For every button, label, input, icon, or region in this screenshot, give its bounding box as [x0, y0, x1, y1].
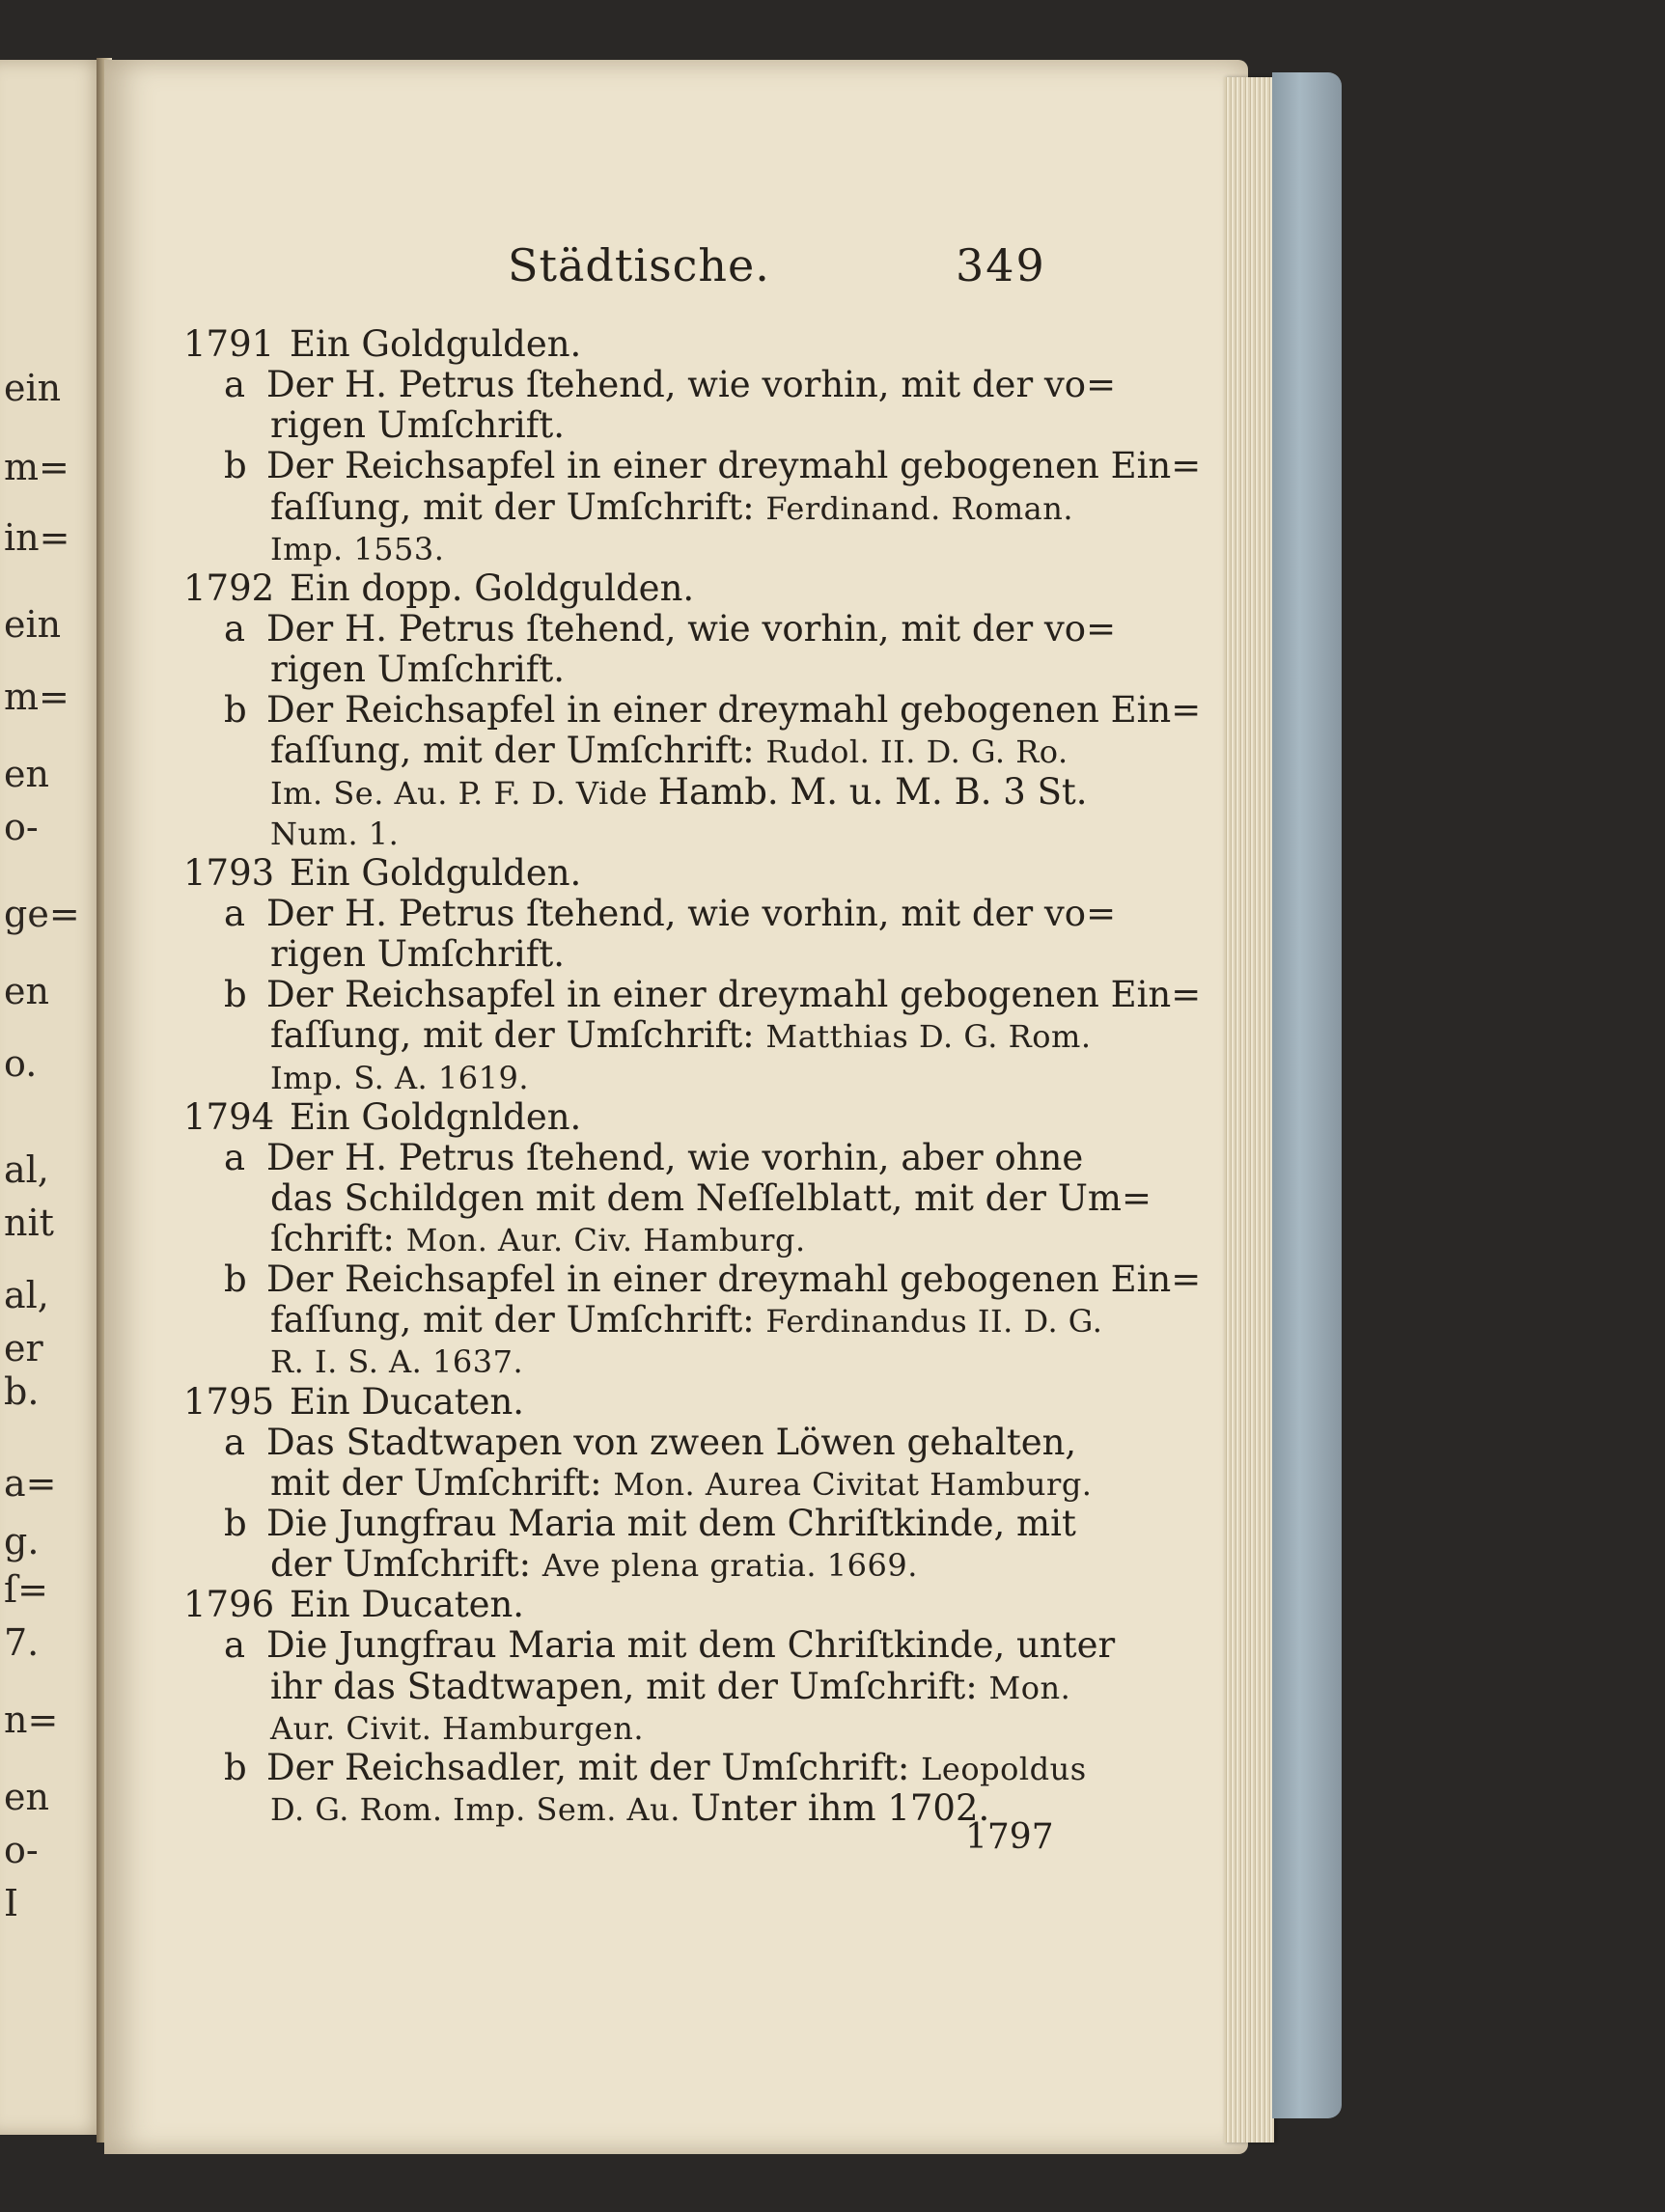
item-text: rigen Umſchrift. — [270, 649, 566, 690]
item-label: a — [224, 1624, 246, 1666]
left-page-text-fragment: en — [4, 970, 49, 1012]
left-page-text-fragment: o- — [4, 1829, 39, 1871]
latin-inscription: Rudol. II. D. G. Ro. — [765, 733, 1068, 770]
left-page-text-fragment: en — [4, 753, 49, 795]
item-label: b — [224, 1503, 247, 1544]
item-line — [270, 815, 399, 850]
left-page-text-fragment: n= — [4, 1699, 59, 1741]
item-line — [270, 1709, 644, 1745]
left-page-text-fragment: ein — [4, 603, 62, 646]
item-line — [270, 771, 1088, 813]
item-label: b — [224, 974, 247, 1015]
item-line — [224, 364, 1117, 405]
left-page-text-fragment: g. — [4, 1520, 40, 1562]
entry-heading — [183, 1096, 582, 1138]
left-page-text-fragment: a= — [4, 1462, 57, 1505]
latin-inscription: Ferdinandus II. D. G. — [765, 1303, 1103, 1340]
item-text: Das Stadtwapen von zween Löwen gehalten, — [266, 1422, 1077, 1463]
item-line — [270, 486, 1074, 528]
left-page-text-fragment: ein — [4, 367, 62, 409]
item-line — [224, 445, 1202, 486]
latin-inscription: Im. Se. Au. P. F. D. Vide — [270, 775, 658, 812]
left-page-text-fragment: in= — [4, 516, 70, 559]
item-text: Der H. Petrus ſtehend, wie vorhin, mit der vo= — [266, 893, 1117, 934]
latin-inscription: Mon. Aurea Civitat Hamburg. — [613, 1466, 1093, 1503]
latin-inscription: Ferdinand. Roman. — [765, 490, 1074, 527]
page-number: 349 — [956, 239, 1046, 291]
entry-heading — [183, 323, 582, 365]
entry-number: 1794 — [183, 1096, 275, 1138]
item-label: b — [224, 1258, 247, 1300]
item-label: a — [224, 364, 246, 405]
entry-heading — [183, 567, 695, 609]
item-text: Der Reichsapfel in einer dreymahl gebogenen Ein= — [266, 445, 1202, 486]
item-text: Unter ihm 1702. — [690, 1787, 990, 1829]
item-text: ſchrift: — [270, 1218, 406, 1259]
item-text: der Umſchrift: — [270, 1543, 542, 1585]
entry-title: Ein Goldgnlden. — [290, 1096, 582, 1138]
item-text: Die Jungfrau Maria mit dem Chriſtkinde, unter — [266, 1624, 1116, 1666]
item-label: b — [224, 445, 247, 486]
entry-title: Ein Ducaten. — [290, 1584, 525, 1625]
entry-heading — [183, 1381, 525, 1423]
latin-inscription: R. I. S. A. 1637. — [270, 1343, 524, 1380]
catchword: 1797 — [965, 1817, 1054, 1857]
left-page-text-fragment: I — [4, 1882, 19, 1924]
item-text: Hamb. M. u. M. B. 3 St. — [657, 771, 1088, 813]
item-text: Der Reichsapfel in einer dreymahl gebogenen Ein= — [266, 689, 1202, 731]
latin-inscription: Imp. S. A. 1619. — [270, 1060, 529, 1096]
item-label: b — [224, 1747, 247, 1788]
item-line — [270, 1218, 806, 1259]
left-page-text-fragment: m= — [4, 676, 69, 718]
left-page-text-fragment: ſ= — [4, 1568, 48, 1611]
item-line — [270, 1177, 1152, 1219]
item-label: a — [224, 893, 246, 934]
entry-number: 1795 — [183, 1381, 275, 1423]
item-text: rigen Umſchrift. — [270, 404, 566, 446]
item-line — [224, 1258, 1202, 1300]
item-text: faſſung, mit der Umſchrift: — [270, 730, 766, 771]
item-text: mit der Umſchrift: — [270, 1462, 614, 1504]
item-line — [270, 649, 566, 690]
item-line — [224, 1422, 1077, 1463]
item-text: faſſung, mit der Umſchrift: — [270, 486, 766, 528]
item-line — [270, 933, 566, 975]
item-line — [224, 1503, 1076, 1544]
left-page-text-fragment: o. — [4, 1042, 38, 1085]
item-label: a — [224, 1422, 246, 1463]
item-line — [224, 1137, 1084, 1178]
latin-inscription: Mon. Aur. Civ. Hamburg. — [405, 1222, 806, 1258]
item-label: a — [224, 608, 246, 650]
left-page-text-fragment: al, — [4, 1148, 49, 1191]
left-page-text-fragment: ge= — [4, 893, 80, 935]
latin-inscription: Imp. 1553. — [270, 531, 445, 567]
left-page-text-fragment: 7. — [4, 1621, 40, 1664]
entry-title: Ein dopp. Goldgulden. — [290, 567, 695, 609]
item-text: ihr das Stadtwapen, mit der Umſchrift: — [270, 1666, 989, 1707]
latin-inscription: Num. 1. — [270, 816, 400, 852]
entry-number: 1796 — [183, 1584, 275, 1625]
page-edges — [1224, 77, 1274, 2143]
item-line — [224, 1747, 1087, 1788]
entry-number: 1793 — [183, 852, 275, 894]
item-label: b — [224, 689, 247, 731]
item-line — [270, 1462, 1093, 1504]
item-text: Der H. Petrus ſtehend, wie vorhin, mit der vo= — [266, 608, 1117, 650]
item-line — [270, 1666, 1071, 1707]
item-line — [224, 1624, 1116, 1666]
item-text: faſſung, mit der Umſchrift: — [270, 1299, 766, 1341]
left-page-text-fragment: o- — [4, 806, 39, 848]
latin-inscription: D. G. Rom. Imp. Sem. Au. — [270, 1791, 691, 1828]
latin-inscription: Matthias D. G. Rom. — [765, 1018, 1092, 1055]
entry-number: 1792 — [183, 567, 275, 609]
item-line — [224, 974, 1202, 1015]
item-line — [270, 1299, 1103, 1341]
left-page-text-fragment: al, — [4, 1274, 49, 1316]
left-page-text-fragment: er — [4, 1327, 43, 1369]
item-text: faſſung, mit der Umſchrift: — [270, 1014, 766, 1056]
left-page-text-fragment: nit — [4, 1202, 54, 1244]
item-line — [224, 689, 1202, 731]
book-cover-edge — [1272, 72, 1342, 2118]
item-text: Der Reichsadler, mit der Umſchrift: — [266, 1747, 922, 1788]
latin-inscription: Leopoldus — [921, 1751, 1087, 1787]
item-text: das Schildgen mit dem Neſſelblatt, mit der Um= — [270, 1177, 1152, 1219]
latin-inscription: Aur. Civit. Hamburgen. — [270, 1710, 644, 1747]
left-page-text-fragment: m= — [4, 446, 69, 488]
entry-heading — [183, 852, 582, 894]
entry-title: Ein Goldgulden. — [290, 852, 582, 894]
item-line — [224, 893, 1117, 934]
item-line — [270, 1342, 523, 1378]
item-line — [270, 730, 1068, 771]
left-page-text-fragment: en — [4, 1776, 49, 1818]
entry-heading — [183, 1584, 525, 1625]
item-label: a — [224, 1137, 246, 1178]
item-line — [270, 404, 566, 446]
item-line — [270, 1014, 1092, 1056]
item-text: Der H. Petrus ſtehend, wie vorhin, mit der vo= — [266, 364, 1117, 405]
entry-title: Ein Goldgulden. — [290, 323, 582, 365]
entry-title: Ein Ducaten. — [290, 1381, 525, 1423]
left-page-text-fragment: b. — [4, 1370, 40, 1413]
item-line — [270, 530, 444, 566]
item-text: Die Jungfrau Maria mit dem Chriſtkinde, mit — [266, 1503, 1076, 1544]
item-line — [270, 1787, 990, 1829]
item-text: Der Reichsapfel in einer dreymahl gebogenen Ein= — [266, 1258, 1202, 1300]
entry-number: 1791 — [183, 323, 275, 365]
latin-inscription: Mon. — [988, 1670, 1071, 1706]
item-line — [270, 1543, 918, 1585]
item-line — [270, 1059, 529, 1094]
item-line — [224, 608, 1117, 650]
item-text: Der H. Petrus ſtehend, wie vorhin, aber ohne — [266, 1137, 1084, 1178]
item-text: rigen Umſchrift. — [270, 933, 566, 975]
latin-inscription: Ave plena gratia. 1669. — [541, 1547, 918, 1584]
running-head: Städtische. — [508, 239, 770, 291]
item-text: Der Reichsapfel in einer dreymahl gebogenen Ein= — [266, 974, 1202, 1015]
